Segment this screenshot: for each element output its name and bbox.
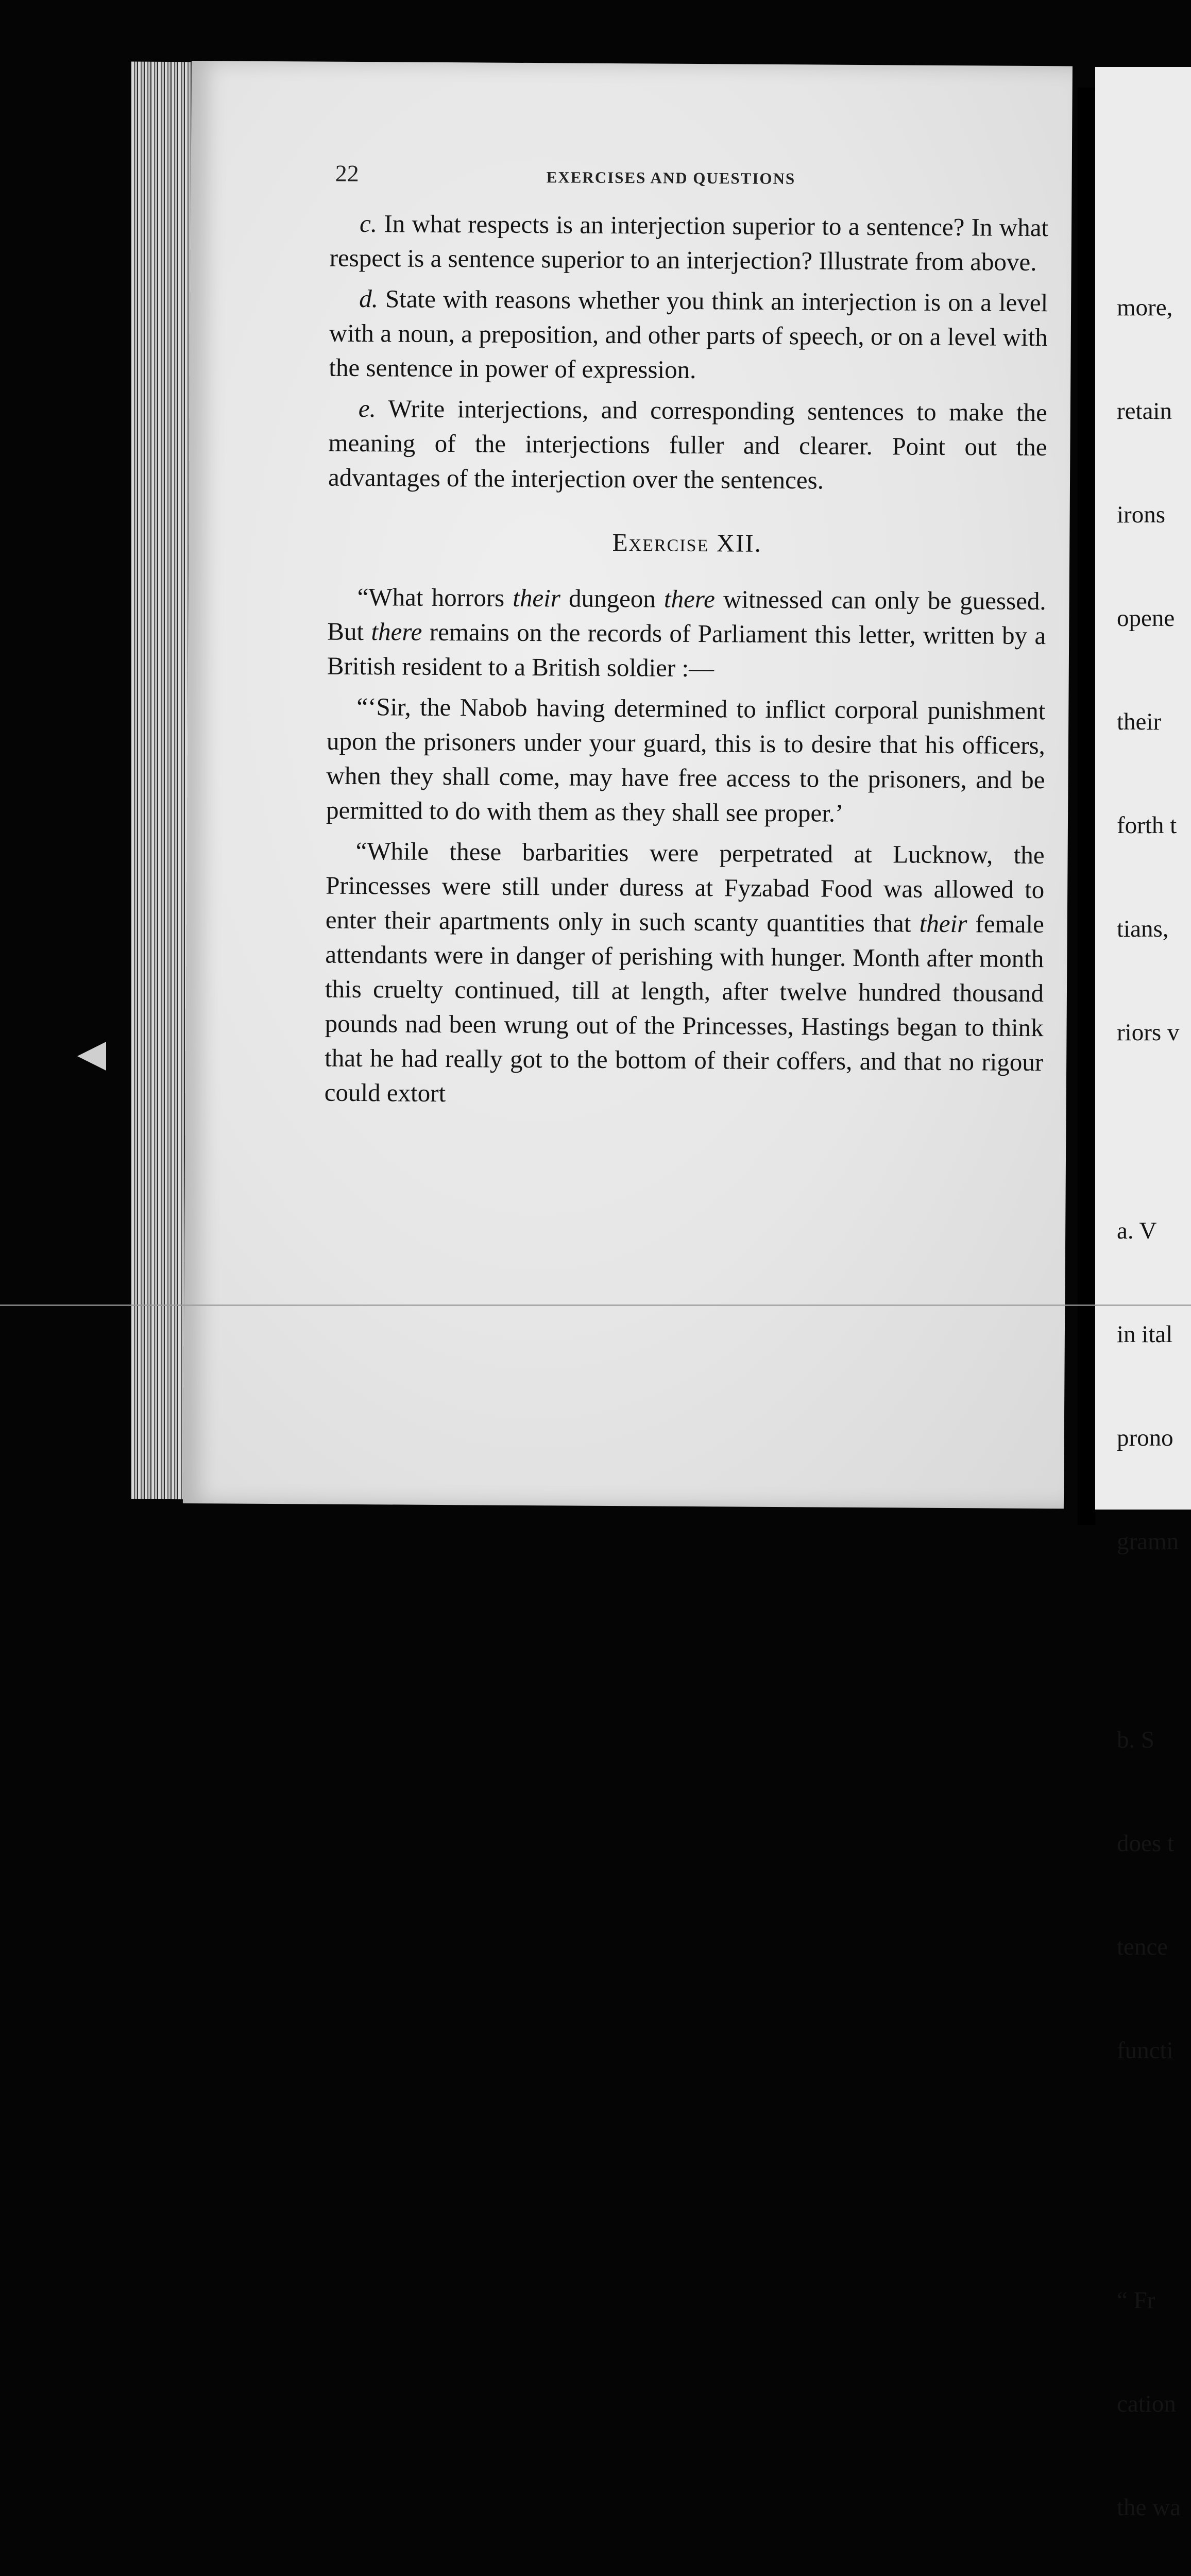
right-page-fragments <box>1117 222 1183 2576</box>
running-head: EXERCISES AND QUESTIONS <box>546 168 796 188</box>
question-d <box>329 281 1048 389</box>
fragment-line: gramn <box>1117 1528 1179 1555</box>
fragment-line: “ Fr <box>1117 2287 1155 2314</box>
question-label: e. <box>358 394 377 423</box>
page-header <box>191 159 1071 205</box>
fragment-line: riors v <box>1117 1019 1180 1046</box>
fragment-line: retain <box>1117 398 1172 425</box>
fragment-line: tence <box>1117 1934 1168 1960</box>
emphasized-word: there <box>371 617 422 646</box>
fragment-line: more, <box>1117 294 1173 321</box>
question-e <box>328 391 1047 499</box>
passage-text: “What horrors <box>357 582 505 612</box>
fragment-line: opene <box>1117 605 1175 632</box>
scan-artifact-line <box>0 1304 1191 1306</box>
fragment-line: tians, <box>1117 916 1169 942</box>
passage-paragraph-2 <box>326 689 1046 832</box>
question-text: Write interjections, and corresponding sentences to make the meaning of the interjections fuller and clearer. Point out the advantages of the interjection over the sentences. <box>328 394 1048 495</box>
fragment-line: irons <box>1117 501 1165 528</box>
fragment-line: forth t <box>1117 812 1177 839</box>
passage-text: “‘Sir, the Nabob having determined to inflict corporal punishment upon the prisoners under your guard, this is to desire that his officers, when they shall come, may have free access to the prisoners, and be permitted to do with them as they shall see proper.’ <box>326 692 1046 827</box>
emphasized-word: their <box>919 909 967 938</box>
passage-paragraph-1 <box>327 580 1046 688</box>
right-page <box>1095 67 1191 2521</box>
question-label: d. <box>359 284 379 313</box>
emphasized-word: there <box>663 584 716 614</box>
page-number: 22 <box>335 160 359 187</box>
emphasized-word: their <box>513 583 561 613</box>
body-text <box>324 206 1048 1120</box>
fragment-line: does t <box>1117 1830 1174 1857</box>
left-page <box>183 61 1073 1509</box>
page-tab-marker <box>77 1042 106 1071</box>
fragment-line: cation <box>1117 2391 1176 2417</box>
question-text: In what respects is an interjection superior to a sentence? In what respect is a sentence superior to an interjection? Illustrate from above. <box>329 209 1049 277</box>
fragment-line: b. S <box>1117 1726 1155 1753</box>
question-c <box>329 206 1048 280</box>
passage-text: witnessed can only be guessed. But <box>327 585 1046 646</box>
question-text: State with reasons whether you think an interjection is on a level with a noun, a preposition, and other parts of speech, or on a level with the sentence in power of expression. <box>329 284 1048 384</box>
fragment-line: their <box>1117 708 1162 735</box>
exercise-title: Exercise XII. <box>612 528 762 557</box>
passage-text: remains on the records of Parliament this letter, written by a British resident to a British soldier :— <box>327 617 1046 683</box>
fragment-line: a. V <box>1117 1217 1157 1244</box>
fragment-line: the wa <box>1117 2494 1181 2521</box>
passage-text: “While these barbarities were perpetrated at Lucknow, the Princesses were still under duress at Fyzabad Food was allowed to enter their apartments only in such scanty quantities that <box>325 836 1045 938</box>
passage-text: female attendants were in danger of perishing with hunger. Month after month this cruelty continued, till at length, after twelve hundred thousand pounds nad been wrung out of the Princesses, Hastings began to think that he had really got to the bottom of their coffers, and that no rigour could extort <box>324 909 1044 1108</box>
fragment-line: in ital <box>1117 1321 1173 1348</box>
passage-text: dungeon <box>568 584 656 613</box>
fragment-line: functi <box>1117 2037 1173 2064</box>
book-gutter <box>1078 88 1095 1525</box>
passage-paragraph-3 <box>325 834 1045 1114</box>
question-label: c. <box>359 209 378 238</box>
fragment-line: prono <box>1117 1425 1173 1451</box>
